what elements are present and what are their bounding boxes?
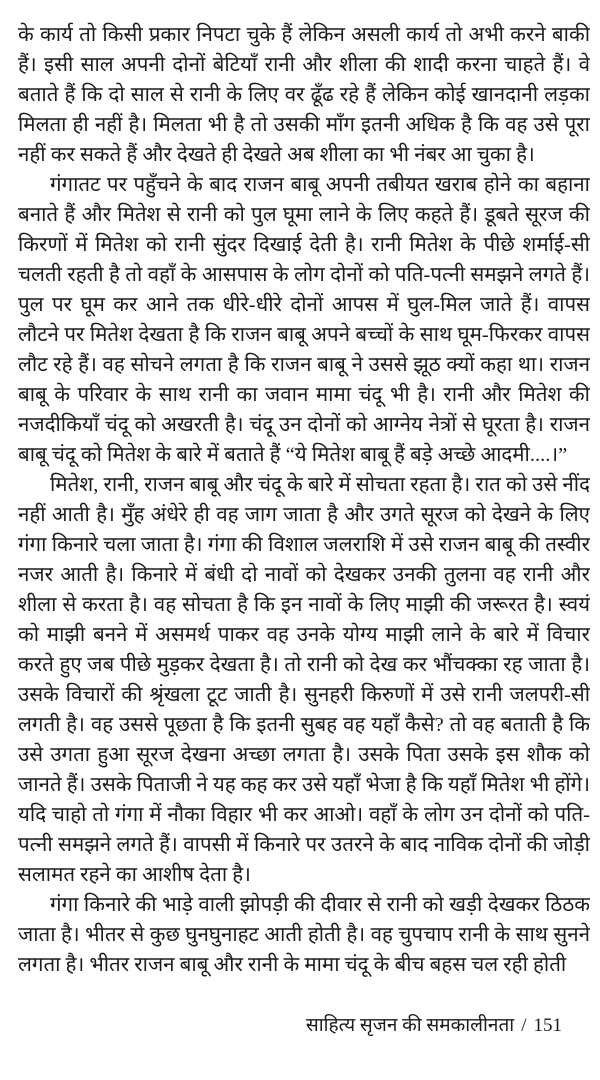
- page-footer: [306, 1012, 562, 1040]
- footer-separator: /: [521, 1015, 527, 1036]
- body-text: [18, 20, 590, 1016]
- running-title: साहित्य सृजन की समकालीनता: [305, 1015, 515, 1036]
- page-number: 151: [533, 1015, 562, 1036]
- paragraph: गंगा किनारे की भाड़े वाली झोपड़ी की दीवार से रानी को खड़ी देखकर ठिठक जाता है। भीतर से कुछ घुनघुनाहट आती होती है। वह चुपचाप रानी के साथ सुनने लगता है। भीतर राजन बाबू और रानी के मामा चंदू के बीच बहस चल रही होती: [18, 894, 590, 976]
- paragraph: के कार्य तो किसी प्रकार निपटा चुके हैं लेकिन असली कार्य तो अभी करने बाकी हैं। इसी साल अपनी दोनों बेटियाँ रानी और शीला की शादी करना चाहते हैं। वे बताते हैं कि दो साल से रानी के लिए वर ढूँढ रहे हैं लेकिन कोई खानदानी लड़का मिलता ही नहीं है। मिलता भी है तो उसकी माँग इतनी अधिक है कि वह उसे पूरा नहीं कर सकते हैं और देखते ही देखते अब शीला का भी नंबर आ चुका है।: [18, 24, 590, 166]
- paragraph: गंगातट पर पहुँचने के बाद राजन बाबू अपनी तबीयत खराब होने का बहाना बनाते हैं और मितेश से रानी को पुल घूमा लाने के लिए कहते हैं। डूबते सूरज की किरणों में मितेश को रानी सुंदर दिखाई देती है। रानी मितेश के पीछे शर्माई-सी चलती रहती है तो वहाँ के आसपास के लोग दोनों को पति-पत्नी समझने लगते हैं। पुल पर घूम कर आने तक धीरे-धीरे दोनों आपस में घुल-मिल जाते हैं। वापस लौटने पर मितेश देखता है कि राजन बाबू अपने बच्चों के साथ घूम-फिरकर वापस लौट रहे हैं। वह सोचने लगता है कि राजन बाबू ने उससे झूठ क्यों कहा था। राजन बाबू के परिवार के साथ रानी का जवान मामा चंदू भी है। रानी और मितेश की नजदीकियाँ चंदू को अखरती है। चंदू उन दोनों को आग्नेय नेत्रों से घूरता है। राजन बाबू चंदू को मितेश के बारे में बताते हैं “ये मितेश बाबू हैं बड़े अच्छे आदमी....।”: [18, 174, 590, 466]
- paragraph: मितेश, रानी, राजन बाबू और चंदू के बारे में सोचता रहता है। रात को उसे नींद नहीं आती है। मुँह अंधेरे ही वह जाग जाता है और उगते सूरज को देखने के लिए गंगा किनारे चला जाता है। गंगा की विशाल जलराशि में उसे राजन बाबू की तस्वीर नजर आती है। किनारे में बंधी दो नावों को देखकर उनकी तुलना वह रानी और शीला से करता है। वह सोचता है कि इन नावों के लिए माझी की जरूरत है। स्वयं को माझी बनने में असमर्थ पाकर वह उनके योग्य माझी लाने के बारे में विचार करते हुए जब पीछे मुड़कर देखता है। तो रानी को देख कर भौंचक्का रह जाता है। उसके विचारों की श्रृंखला टूट जाती है। सुनहरी किरुणों में उसे रानी जलपरी-सी लगती है। वह उससे पूछता है कि इतनी सुबह वह यहाँ कैसे? तो वह बताती है कि उसे उगता हुआ सूरज देखना अच्छा लगता है। उसके पिता उसके इस शौक को जानते हैं। उसके पिताजी ने यह कह कर उसे यहाँ भेजा है कि यहाँ मितेश भी होंगे। यदि चाहो तो गंगा में नौका विहार भी कर आओ। वहाँ के लोग उन दोनों को पति-पत्नी समझने लगते हैं। वापसी में किनारे पर उतरने के बाद नाविक दोनों की जोड़ी सलामत रहने का आशीष देता है।: [18, 474, 590, 886]
